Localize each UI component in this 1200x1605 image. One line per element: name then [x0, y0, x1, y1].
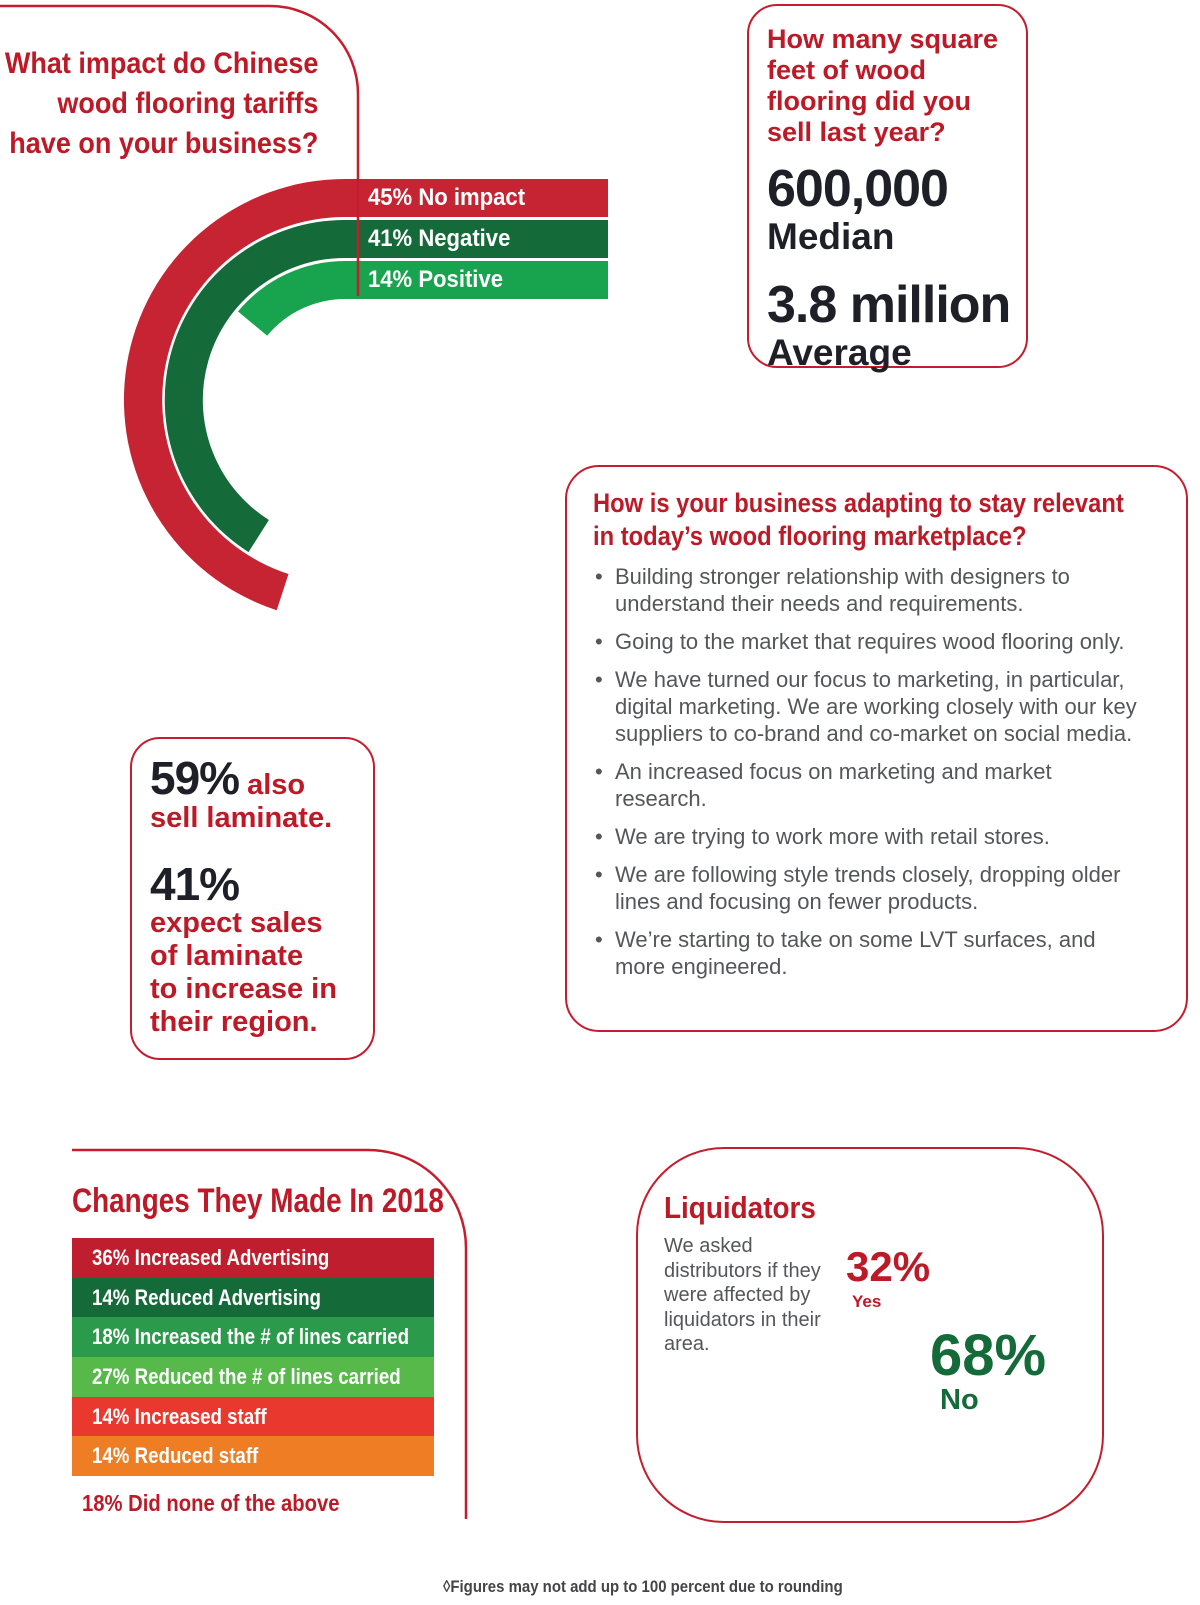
- adapting-bullet: • We’re starting to take on some LVT surfaces, and more engineered.: [593, 926, 1141, 980]
- tariff-bar-label-text: 41% Negative: [368, 225, 511, 252]
- median-label: Median: [767, 216, 895, 257]
- tariff-arc-chart: [124, 179, 608, 610]
- liquidators-yes-label: Yes: [852, 1292, 882, 1311]
- adapting-callout-box: [565, 465, 1188, 1032]
- tariff-title-line-3: have on your business?: [8, 127, 318, 160]
- sqft-title-line-4: sell last year?: [767, 117, 946, 147]
- laminate-stat2-line-1: expect sales: [150, 907, 323, 939]
- laminate-stat1-value: 59%: [150, 752, 240, 804]
- tariff-bar-label-positive: [368, 261, 515, 299]
- tariff-question-title: [0, 44, 318, 164]
- square-feet-callout-box: [747, 4, 1028, 373]
- changes-row-increased-staff: [72, 1397, 434, 1437]
- laminate-stat1-suffix: also: [247, 769, 306, 801]
- changes-row-increased-advertising: [72, 1238, 434, 1278]
- adapting-bullet: • Going to the market that requires wood flooring only.: [593, 628, 1141, 655]
- average-label: Average: [767, 332, 912, 373]
- laminate-stat2-value: 41%: [150, 858, 240, 910]
- adapting-bullet: • An increased focus on marketing and market research.: [593, 758, 1141, 812]
- laminate-stat2-line-4: their region.: [150, 1006, 318, 1038]
- changes-row-reduced-lines: [72, 1357, 434, 1397]
- adapting-title-line-1: How is your business adapting to stay relevant: [593, 488, 1124, 518]
- adapting-title-line-2: in today’s wood flooring marketplace?: [593, 521, 1027, 551]
- tariff-bar-label-negative: [368, 220, 523, 258]
- adapting-question-title: [593, 487, 1162, 553]
- adapting-bullet: • We have turned our focus to marketing, in particular, digital marketing. We are working closely with our key suppliers to co-brand and co-market on social media.: [593, 666, 1141, 747]
- average-value: 3.8 million: [767, 276, 1011, 334]
- tariff-title-line-1: What impact do Chinese: [4, 47, 318, 80]
- adapting-bullet: • We are following style trends closely, dropping older lines and focusing on fewer products.: [593, 861, 1141, 915]
- laminate-stat2-line-2: of laminate: [150, 940, 304, 972]
- changes-row-label: 18% Increased the # of lines carried: [92, 1324, 410, 1350]
- adapting-bullet: • Building stronger relationship with designers to understand their needs and requirements.: [593, 563, 1141, 617]
- rounding-footnote: ◊Figures may not add up to 100 percent due to rounding: [443, 1577, 843, 1596]
- sqft-title-line-3: flooring did you: [767, 86, 971, 116]
- sqft-title-line-1: How many square: [767, 24, 999, 54]
- changes-row-reduced-staff: [72, 1436, 434, 1476]
- laminate-stats-box: [130, 737, 375, 1060]
- adapting-bullet: • We are trying to work more with retail stores.: [593, 823, 1141, 850]
- changes-row-label: 14% Increased staff: [92, 1403, 267, 1429]
- liquidators-no-value: 68%: [930, 1323, 1047, 1388]
- tariff-bar-label-text: 14% Positive: [368, 266, 504, 293]
- liquidators-yes-value: 32%: [846, 1243, 931, 1290]
- changes-none-of-above-note: 18% Did none of the above: [82, 1490, 340, 1516]
- tariff-bar-label-text: 45% No impact: [368, 184, 526, 211]
- liquidators-description: We asked distributors if they were affected by liquidators in their area.: [664, 1235, 821, 1355]
- liquidators-no-label: No: [940, 1384, 979, 1416]
- liquidators-title: Liquidators: [664, 1190, 816, 1225]
- changes-row-reduced-advertising: [72, 1278, 434, 1318]
- square-feet-question: [767, 24, 1016, 148]
- changes-section-title: Changes They Made In 2018: [72, 1182, 444, 1220]
- sqft-title-line-2: feet of wood: [767, 55, 926, 85]
- changes-row-label: 27% Reduced the # of lines carried: [92, 1363, 401, 1389]
- tariff-title-line-2: wood flooring tariffs: [57, 87, 318, 120]
- changes-row-label: 14% Reduced staff: [92, 1443, 259, 1469]
- tariff-bar-label-no-impact: [368, 179, 539, 217]
- adapting-bullet-list: [593, 563, 1141, 980]
- laminate-stat2-line-3: to increase in: [150, 973, 337, 1005]
- changes-row-increased-lines: [72, 1317, 434, 1357]
- changes-bar-list: [72, 1238, 434, 1476]
- changes-row-label: 14% Reduced Advertising: [92, 1284, 321, 1310]
- median-value: 600,000: [767, 160, 948, 218]
- changes-row-label: 36% Increased Advertising: [92, 1244, 330, 1270]
- laminate-stat1-line: sell laminate.: [150, 802, 333, 834]
